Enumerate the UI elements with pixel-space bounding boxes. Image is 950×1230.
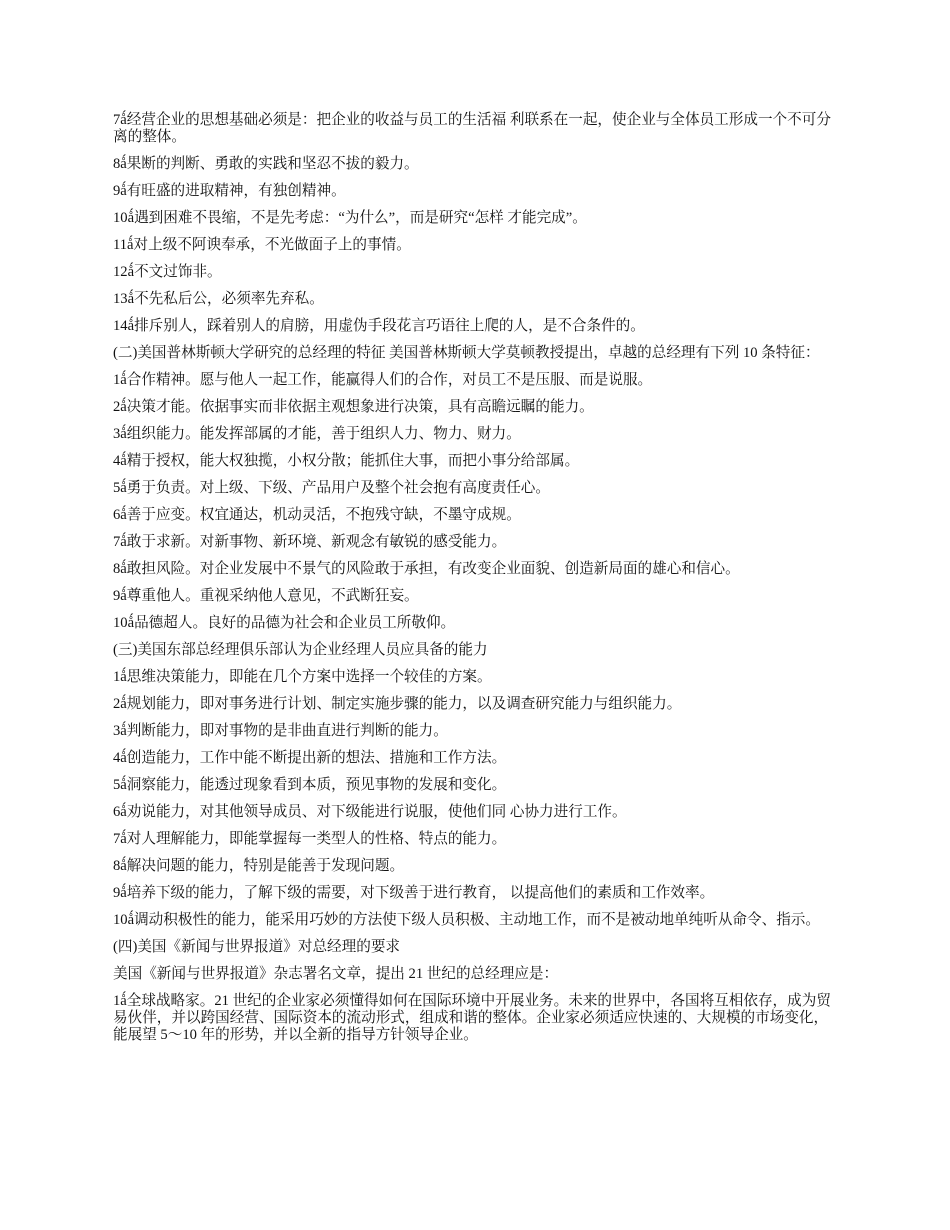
paragraph: 10ǻ调动积极性的能力，能采用巧妙的方法使下级人员积极、主动地工作，而不是被动地单纯听从命令、指示。	[113, 912, 820, 928]
paragraph: 3ǻ判断能力，即对事物的是非曲直进行判断的能力。	[113, 723, 448, 739]
paragraph: 2ǻ决策才能。依据事实而非依据主观想象进行决策，具有高瞻远瞩的能力。	[113, 399, 594, 415]
document-page	[113, 112, 841, 1054]
section-heading: (四)美国《新闻与世界报道》对总经理的要求	[113, 939, 401, 955]
paragraph: 8ǻ解决问题的能力，特别是能善于发现问题。	[113, 858, 405, 874]
paragraph: 2ǻ规划能力，即对事务进行计划、制定实施步骤的能力，以及调查研究能力与组织能力。	[113, 696, 682, 712]
paragraph: 7ǻ敢于求新。对新事物、新环境、新观念有敏锐的感受能力。	[113, 534, 507, 550]
section-heading: (三)美国东部总经理俱乐部认为企业经理人员应具备的能力	[113, 642, 488, 658]
paragraph: 13ǻ不先私后公，必须率先弃私。	[113, 291, 324, 307]
paragraph: 1ǻ合作精神。愿与他人一起工作，能赢得人们的合作，对员工不是压服、而是说服。	[113, 372, 653, 388]
paragraph: 1ǻ全球战略家。21 世纪的企业家必须懂得如何在国际环境中开展业务。未来的世界中，各国将互相依存，成为贸易伙伴，并以跨国经营、国际资本的流动形式，组成和谐的整体。企业家必须适应快速的、大规模的市场变化，能展望 5～10 年的形势，并以全新的指导方针领导企业。	[113, 993, 831, 1043]
paragraph: 7ǻ经营企业的思想基础必须是：把企业的收益与员工的生活福 利联系在一起，使企业与全体员工形成一个不可分离的整体。	[113, 112, 831, 145]
paragraph: 9ǻ尊重他人。重视采纳他人意见，不武断狂妄。	[113, 588, 419, 604]
paragraph: 5ǻ勇于负责。对上级、下级、产品用户及整个社会抱有高度责任心。	[113, 480, 550, 496]
paragraph: 1ǻ思维决策能力，即能在几个方案中选择一个较佳的方案。	[113, 669, 492, 685]
paragraph: 6ǻ善于应变。权宜通达，机动灵活，不抱残守缺，不墨守成规。	[113, 507, 521, 523]
paragraph: 12ǻ不文过饰非。	[113, 264, 222, 280]
paragraph: 美国《新闻与世界报道》杂志署名文章，提出 21 世纪的总经理应是：	[113, 966, 559, 982]
paragraph: 10ǻ遇到困难不畏缩，不是先考虑：“为什么”，而是研究“怎样 才能完成”。	[113, 210, 587, 226]
paragraph: 14ǻ排斥别人，踩着别人的肩膀，用虚伪手段花言巧语往上爬的人，是不合条件的。	[113, 318, 645, 334]
section-heading: (二)美国普林斯顿大学研究的总经理的特征 美国普林斯顿大学莫顿教授提出，卓越的总经理有下列 10 条特征：	[113, 345, 820, 361]
paragraph: 8ǻ敢担风险。对企业发展中不景气的风险敢于承担，有改变企业面貌、创造新局面的雄心和信心。	[113, 561, 740, 577]
paragraph: 4ǻ创造能力，工作中能不断提出新的想法、措施和工作方法。	[113, 750, 507, 766]
paragraph: 9ǻ培养下级的能力，了解下级的需要，对下级善于进行教育， 以提高他们的素质和工作效率。	[113, 885, 715, 901]
paragraph: 6ǻ劝说能力，对其他领导成员、对下级能进行说服，使他们同 心协力进行工作。	[113, 804, 627, 820]
paragraph: 5ǻ洞察能力，能透过现象看到本质，预见事物的发展和变化。	[113, 777, 507, 793]
paragraph: 11ǻ对上级不阿谀奉承，不光做面子上的事情。	[113, 237, 411, 253]
paragraph: 7ǻ对人理解能力，即能掌握每一类型人的性格、特点的能力。	[113, 831, 507, 847]
paragraph: 4ǻ精于授权，能大权独揽，小权分散；能抓住大事，而把小事分给部属。	[113, 453, 580, 469]
paragraph: 3ǻ组织能力。能发挥部属的才能，善于组织人力、物力、财力。	[113, 426, 521, 442]
paragraph: 10ǻ品德超人。良好的品德为社会和企业员工所敬仰。	[113, 615, 456, 631]
paragraph: 9ǻ有旺盛的进取精神，有独创精神。	[113, 183, 346, 199]
paragraph: 8ǻ果断的判断、勇敢的实践和坚忍不拔的毅力。	[113, 156, 419, 172]
